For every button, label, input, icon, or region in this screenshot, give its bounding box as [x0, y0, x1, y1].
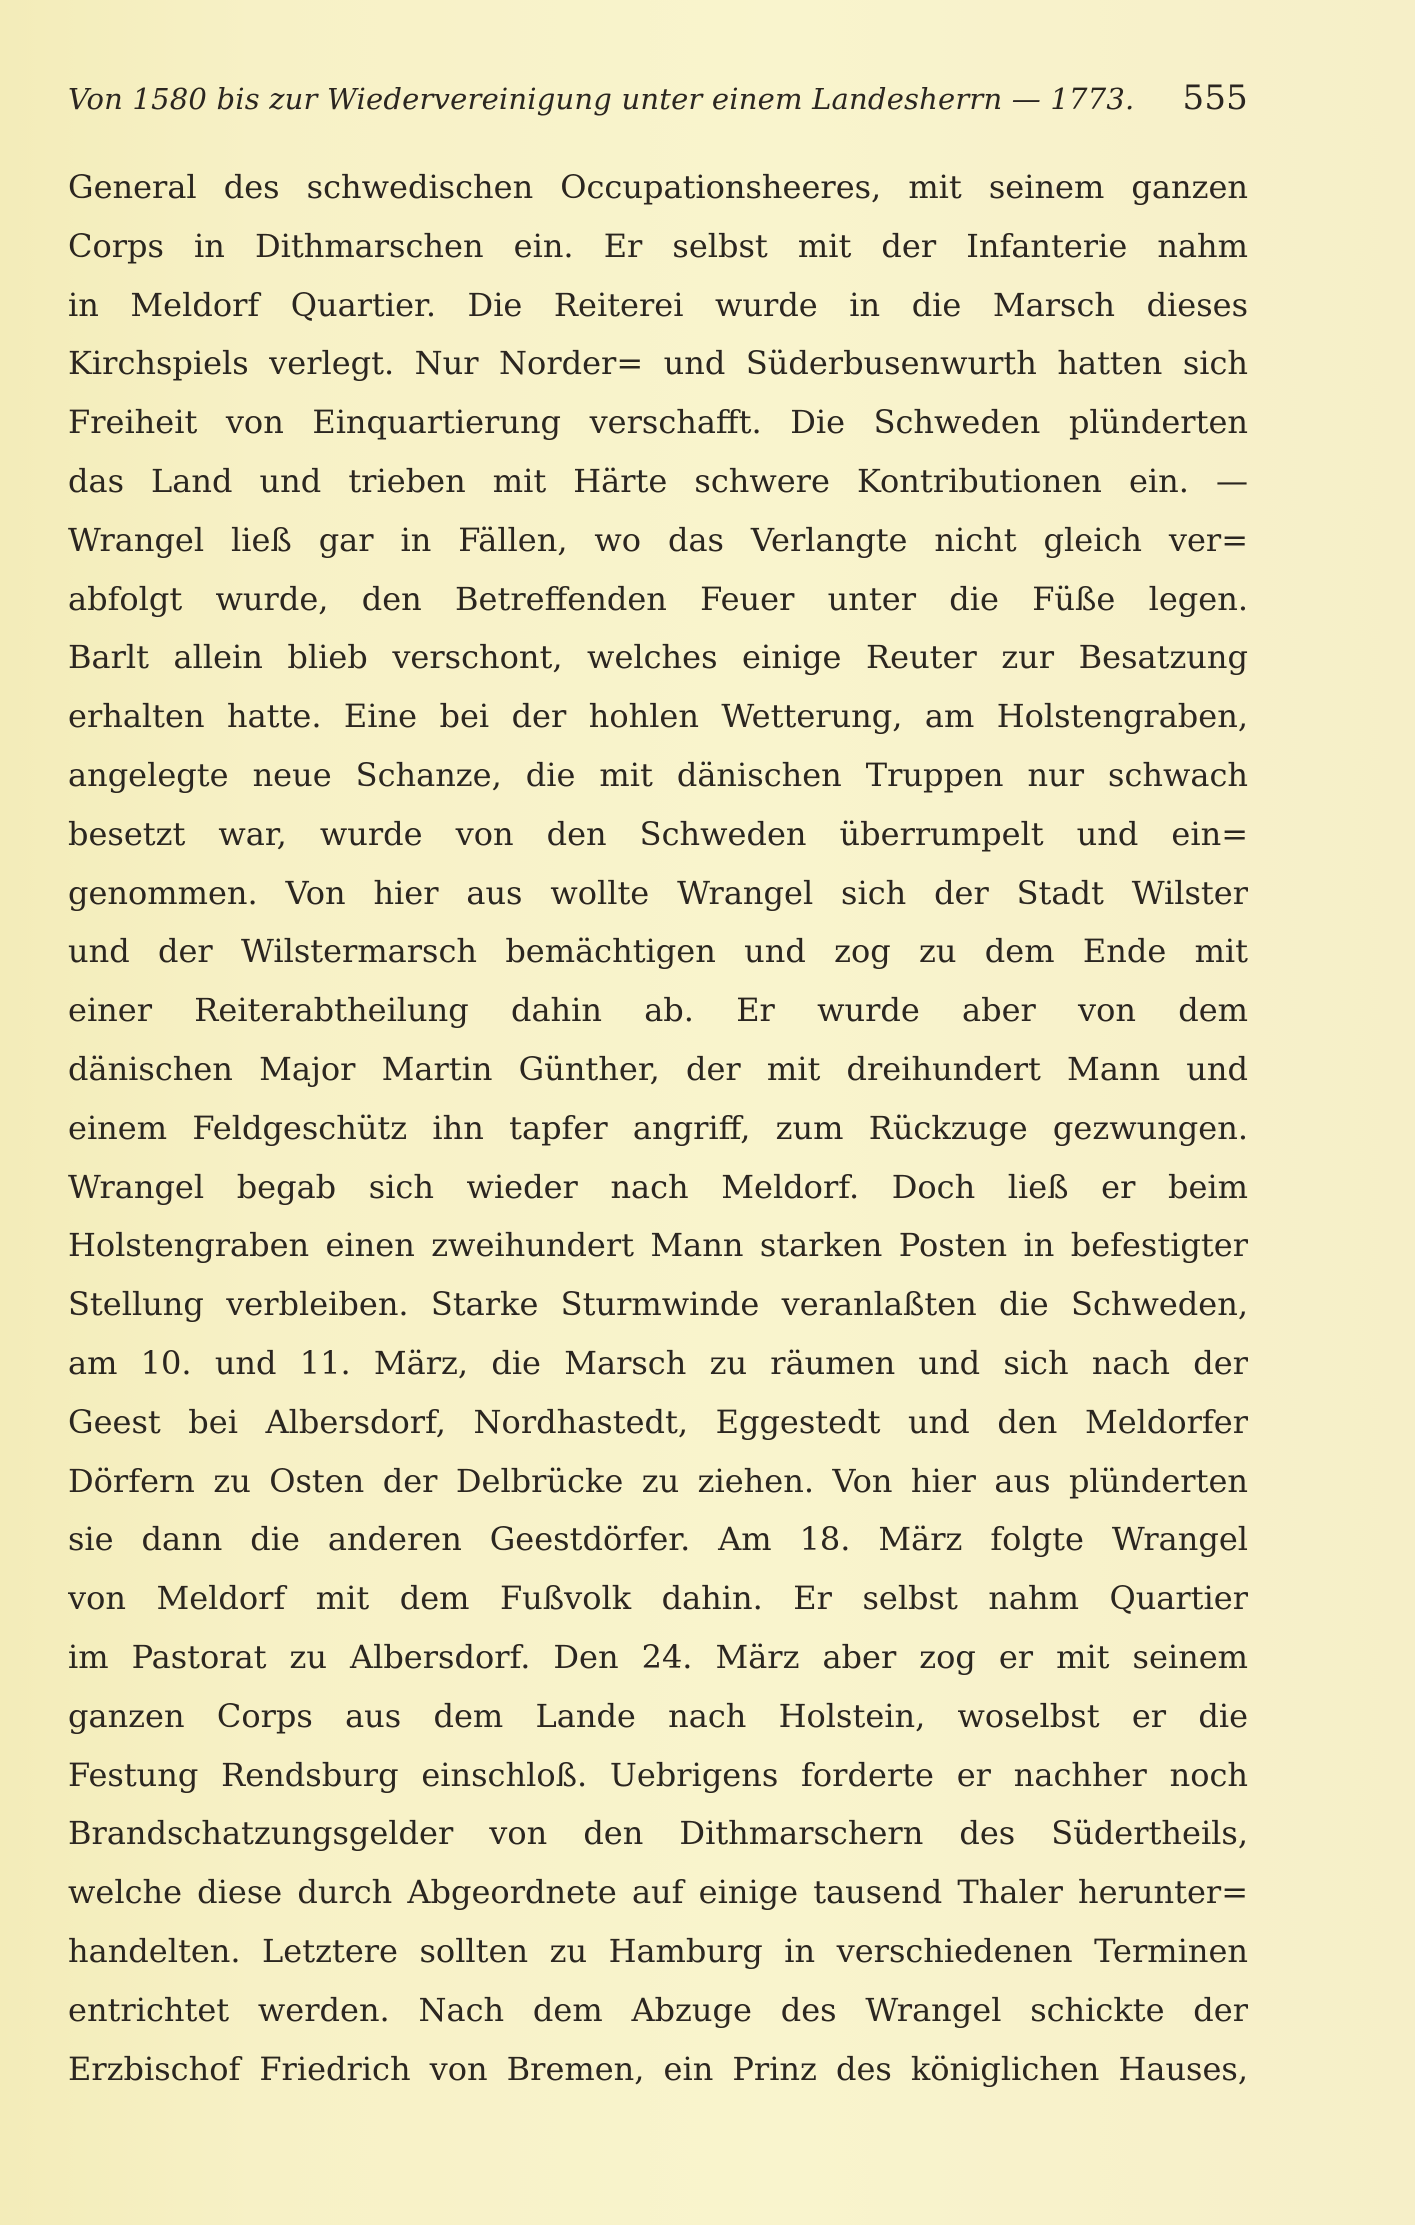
body-text [68, 158, 1248, 2098]
text-line: sie dann die anderen Geestdörfer. Am 18. März folgte Wrangel [68, 1520, 1248, 1559]
text-line: handelten. Letztere sollten zu Hamburg in verschiedenen Terminen [68, 1931, 1248, 1970]
text-line: das Land und trieben mit Härte schwere Kontributionen ein. — [68, 461, 1248, 500]
text-line: angelegte neue Schanze, die mit dänischen Truppen nur schwach [68, 755, 1248, 794]
text-line: Wrangel ließ gar in Fällen, wo das Verlangte nicht gleich ver= [68, 520, 1248, 559]
text-line: einer Reiterabtheilung dahin ab. Er wurde aber von dem [68, 991, 1248, 1030]
text-line: Festung Rendsburg einschloß. Uebrigens forderte er nachher noch [68, 1755, 1248, 1794]
text-line: einem Feldgeschütz ihn tapfer angriff, zum Rückzuge gezwungen. [68, 1108, 1248, 1147]
running-title: Von 1580 bis zur Wiedervereinigung unter einem Landesherrn — 1773. [68, 82, 1135, 116]
text-line: ganzen Corps aus dem Lande nach Holstein, woselbst er die [68, 1696, 1248, 1735]
text-line: im Pastorat zu Albersdorf. Den 24. März aber zog er mit seinem [68, 1637, 1248, 1676]
text-line: Brandschatzungsgelder von den Dithmarschern des Südertheils, [68, 1814, 1248, 1853]
text-line: Barlt allein blieb verschont, welches einige Reuter zur Besatzung [68, 638, 1248, 677]
page-header [68, 78, 1248, 122]
text-line: und der Wilstermarsch bemächtigen und zog zu dem Ende mit [68, 932, 1248, 971]
text-line: Geest bei Albersdorf, Nordhastedt, Eggestedt und den Meldorfer [68, 1402, 1248, 1441]
text-line: Holstengraben einen zweihundert Mann starken Posten in befestigter [68, 1226, 1248, 1265]
text-line: dänischen Major Martin Günther, der mit dreihundert Mann und [68, 1049, 1248, 1088]
text-line: Dörfern zu Osten der Delbrücke zu ziehen. Von hier aus plünderten [68, 1461, 1248, 1500]
text-line: welche diese durch Abgeordnete auf einige tausend Thaler herunter= [68, 1873, 1248, 1912]
text-line: erhalten hatte. Eine bei der hohlen Wetterung, am Holstengraben, [68, 697, 1248, 736]
text-line: in Meldorf Quartier. Die Reiterei wurde in die Marsch dieses [68, 285, 1248, 324]
text-line: Freiheit von Einquartierung verschafft. Die Schweden plünderten [68, 403, 1248, 442]
text-line: General des schwedischen Occupationsheeres, mit seinem ganzen [68, 168, 1248, 206]
text-line: Erzbischof Friedrich von Bremen, ein Prinz des königlichen Hauses, [68, 2049, 1248, 2088]
text-line: Wrangel begab sich wieder nach Meldorf. Doch ließ er beim [68, 1167, 1248, 1206]
text-line: Kirchspiels verlegt. Nur Norder= und Süderbusenwurth hatten sich [68, 344, 1248, 383]
text-line: Stellung verbleiben. Starke Sturmwinde veranlaßten die Schweden, [68, 1285, 1248, 1324]
text-line: genommen. Von hier aus wollte Wrangel sich der Stadt Wilster [68, 873, 1248, 912]
text-line: abfolgt wurde, den Betreffenden Feuer unter die Füße legen. [68, 579, 1248, 618]
page-number: 555 [1182, 78, 1248, 118]
text-line: besetzt war, wurde von den Schweden überrumpelt und ein= [68, 814, 1248, 853]
text-line: von Meldorf mit dem Fußvolk dahin. Er selbst nahm Quartier [68, 1579, 1248, 1618]
text-line: Corps in Dithmarschen ein. Er selbst mit der Infanterie nahm [68, 226, 1248, 265]
text-line: am 10. und 11. März, die Marsch zu räumen und sich nach der [68, 1343, 1248, 1382]
text-line: entrichtet werden. Nach dem Abzuge des Wrangel schickte der [68, 1990, 1248, 2029]
